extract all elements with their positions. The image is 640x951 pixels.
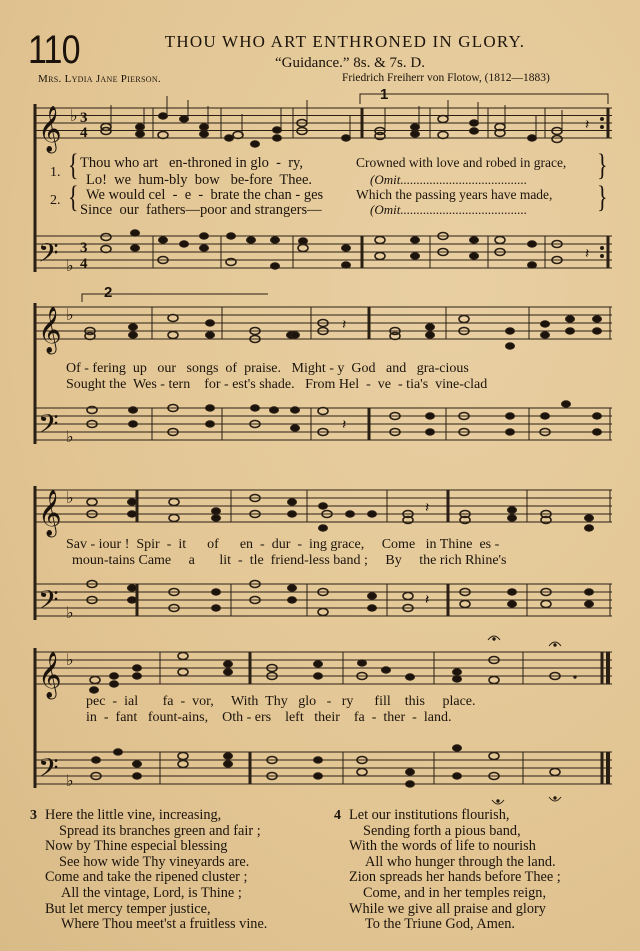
stanza-line: But let mercy temper justice,: [45, 900, 211, 917]
hymn-number: 110: [28, 28, 80, 72]
composer-credit: Friedrich Freiherr von Flotow, (1812—1883): [342, 72, 550, 84]
svg-text:4: 4: [80, 256, 88, 272]
stanza-line: Here the little vine, increasing,: [45, 807, 222, 823]
lyric-line: Sav - iour ! Spir - it of en - dur - ing grace, Come in Thine es -: [66, 537, 500, 552]
treble-staff-1: [34, 108, 612, 138]
bass-clef-icon: 𝄢: [38, 408, 59, 446]
treble-clef-icon: 𝄞: [38, 652, 62, 698]
lyric-line: Which the passing years have made,: [356, 187, 553, 202]
verse-number-1: 1.: [50, 165, 61, 180]
lyric-line: Thou who art en-throned in glo - ry,: [80, 155, 303, 171]
svg-text:𝄽: 𝄽: [585, 117, 590, 133]
svg-text:♭: ♭: [66, 305, 74, 324]
svg-text:♭: ♭: [66, 488, 74, 507]
verse-brace: }: [597, 146, 608, 182]
svg-text:3: 3: [80, 110, 88, 126]
lyric-line: in - fant fount-ains, Oth - ers left their fa - ther - land.: [86, 710, 452, 725]
stanza-line: To the Triune God, Amen.: [365, 916, 515, 933]
svg-text:𝄽: 𝄽: [425, 592, 430, 608]
stanza-line: See how wide Thy vineyards are.: [59, 853, 250, 870]
stanza-number: 4: [334, 808, 341, 823]
svg-text:♭: ♭: [66, 256, 74, 275]
svg-text:♭: ♭: [70, 106, 78, 125]
stanza-line: With the words of life to nourish: [349, 838, 536, 855]
bass-clef-icon: 𝄢: [38, 237, 59, 275]
lyric-line: (Omit.......................................: [370, 202, 528, 217]
treble-clef-icon: 𝄞: [38, 106, 62, 152]
stanza-line: Where Thou meet'st a fruitless vine.: [61, 916, 268, 933]
stanza-line: All the vintage, Lord, is Thine ;: [61, 885, 242, 901]
stanza-line: Zion spreads her hands before Thee ;: [349, 869, 561, 886]
verse-number-2: 2.: [50, 193, 61, 208]
lyric-line: Since our fathers—poor and strangers—: [80, 202, 322, 218]
svg-text:𝄽: 𝄽: [425, 500, 430, 516]
lyric-line: pec - ial fa - vor, With Thy glo - ry fill this place.: [86, 694, 476, 709]
lyric-line: Lo! we hum-bly bow be-fore Thee.: [86, 172, 313, 188]
svg-text:♭: ♭: [66, 603, 74, 622]
hymn-title: THOU WHO ART ENTHRONED IN GLORY.: [164, 32, 526, 51]
stanza-line: Sending forth a pious band,: [363, 822, 521, 839]
verse-brace: {: [68, 146, 79, 182]
second-ending-label: 2: [104, 284, 113, 301]
svg-text:♭: ♭: [66, 650, 74, 669]
stanza-line: Now by Thine especial blessing: [45, 838, 228, 855]
tune-name: “Guidance.” 8s. & 7s. D.: [275, 55, 425, 71]
stanza-line: Come and take the ripened cluster ;: [45, 869, 248, 886]
bass-clef-icon: 𝄢: [38, 752, 59, 790]
svg-text:♭: ♭: [66, 771, 74, 790]
verse-brace: {: [68, 178, 79, 214]
stanza-number: 3: [30, 808, 37, 823]
svg-text:♭: ♭: [66, 427, 74, 446]
stanza-line: All who hunger through the land.: [365, 853, 556, 870]
stanza-line: Come, and in her temples reign,: [363, 885, 547, 901]
lyric-line: moun-tains Came a lit - tle friend-less band ; By the rich Rhine's: [72, 553, 507, 568]
bass-staff-1: [34, 236, 612, 268]
first-ending-label: 1: [380, 86, 389, 103]
treble-clef-icon: 𝄞: [38, 490, 62, 536]
svg-text:4: 4: [80, 125, 88, 141]
bass-staff-4: [34, 752, 612, 784]
stanza-line: Spread its branches green and fair ;: [59, 822, 261, 839]
lyric-line: We would cel - e - brate the chan - ges: [86, 187, 324, 203]
lyric-line: Crowned with love and robed in grace,: [356, 155, 567, 170]
svg-text:𝄽: 𝄽: [342, 317, 347, 333]
treble-staff-4: [34, 652, 612, 684]
stanza-line: Let our institutions flourish,: [349, 807, 510, 823]
svg-text:𝄽: 𝄽: [342, 417, 347, 433]
lyric-line: Sought the Wes - tern for - est's shade. From Hel - ve - tia's vine-clad: [66, 377, 488, 392]
bass-clef-icon: 𝄢: [38, 584, 59, 622]
author-credit: Mrs. Lydia Jane Pierson.: [38, 73, 161, 85]
verse-brace: }: [597, 178, 608, 214]
svg-text:𝄽: 𝄽: [585, 246, 590, 262]
svg-text:3: 3: [80, 240, 88, 256]
lyric-line: (Omit.......................................: [370, 172, 528, 187]
treble-clef-icon: 𝄞: [38, 307, 62, 353]
stanza-line: While we give all praise and glory: [349, 900, 546, 917]
lyric-line: Of - fering up our songs of praise. Might - y God and gra-cious: [66, 361, 469, 376]
